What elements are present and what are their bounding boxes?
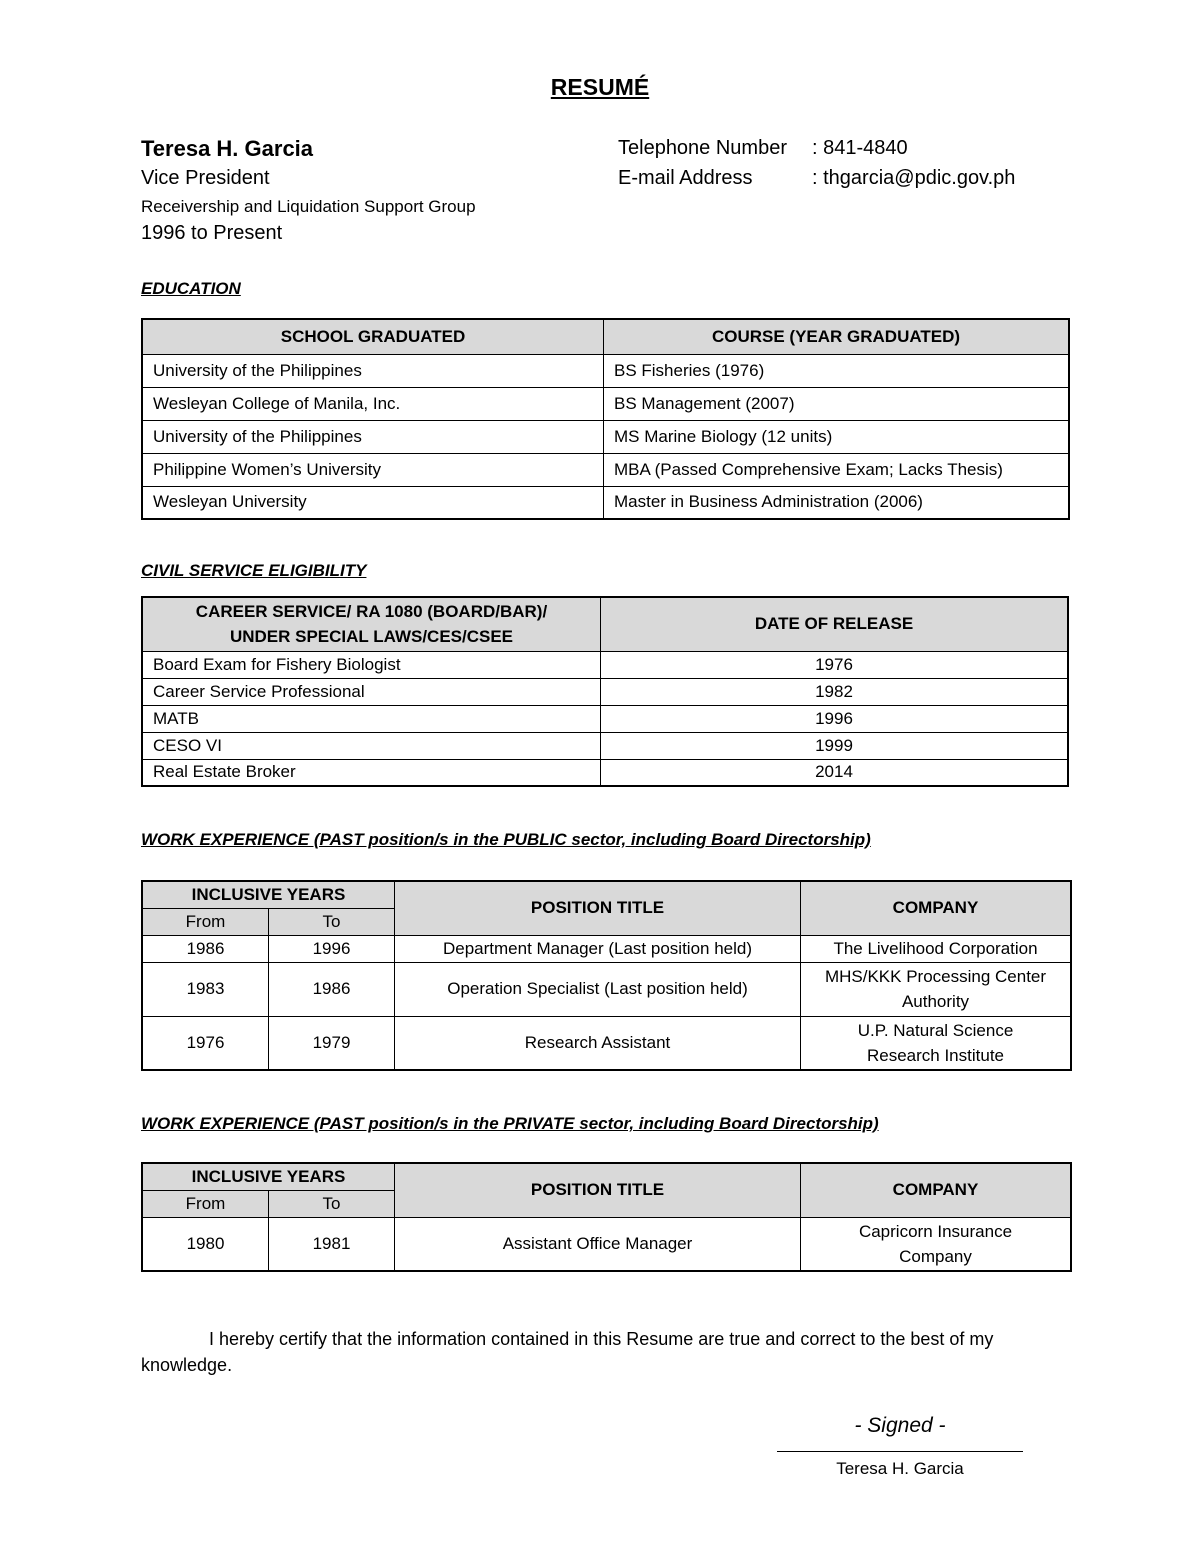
- work-public-header-to: To: [269, 908, 395, 935]
- document-title: RESUMÉ: [550, 74, 650, 100]
- work-company: [801, 1016, 1072, 1070]
- education-school: University of the Philippines: [142, 354, 604, 387]
- signature-line: [777, 1451, 1023, 1452]
- education-school: Wesleyan University: [142, 486, 604, 519]
- table-row: [142, 387, 1069, 420]
- company-line2: Authority: [901, 992, 970, 1011]
- company-line2: Research Institute: [866, 1045, 1004, 1065]
- career-header-line2: UNDER SPECIAL LAWS/CES/CSEE: [229, 627, 514, 647]
- email-value: : thgarcia@pdic.gov.ph: [812, 167, 1016, 189]
- education-school: Philippine Women’s University: [142, 453, 604, 486]
- work-to: 1981: [269, 1217, 395, 1271]
- career-header-line1: CAREER SERVICE/ RA 1080 (BOARD/BAR)/: [195, 602, 548, 622]
- education-course: MS Marine Biology (12 units): [604, 420, 1070, 453]
- phone-label: Telephone Number: [618, 137, 787, 159]
- table-row: [142, 453, 1069, 486]
- person-period: 1996 to Present: [141, 222, 283, 244]
- table-row: [142, 354, 1069, 387]
- table-row: [142, 678, 1068, 705]
- education-school: University of the Philippines: [142, 420, 604, 453]
- person-name: Teresa H. Garcia: [141, 136, 314, 161]
- eligibility-name: Real Estate Broker: [142, 759, 601, 786]
- table-row: [142, 705, 1068, 732]
- civil-service-header-date: DATE OF RELEASE: [601, 597, 1069, 651]
- work-public-heading: WORK EXPERIENCE (PAST position/s in the PUBLIC sector, including Board Directorship): [141, 830, 871, 849]
- table-row: [142, 486, 1069, 519]
- person-position: Vice President: [141, 167, 270, 189]
- eligibility-name: Career Service Professional: [142, 678, 601, 705]
- table-row: [142, 651, 1068, 678]
- work-position: Department Manager (Last position held): [395, 935, 801, 962]
- education-header-school: SCHOOL GRADUATED: [142, 319, 604, 354]
- work-position: Operation Specialist (Last position held): [395, 962, 801, 1016]
- education-course: Master in Business Administration (2006): [604, 486, 1070, 519]
- education-header-course: COURSE (YEAR GRADUATED): [604, 319, 1070, 354]
- work-position: Assistant Office Manager: [395, 1217, 801, 1271]
- table-row: [142, 1016, 1071, 1070]
- education-course: BS Fisheries (1976): [604, 354, 1070, 387]
- work-from: 1983: [142, 962, 269, 1016]
- work-public-header-from: From: [142, 908, 269, 935]
- work-private-header-to: To: [269, 1190, 395, 1217]
- work-public-table: [141, 880, 1072, 1071]
- work-private-table: [141, 1162, 1072, 1272]
- work-private-header-company: COMPANY: [801, 1163, 1072, 1217]
- eligibility-date: 2014: [601, 759, 1069, 786]
- work-company: [801, 962, 1072, 1016]
- table-row: [142, 1217, 1071, 1271]
- phone-value: : 841-4840: [812, 137, 908, 159]
- work-public-header-years: INCLUSIVE YEARS: [142, 881, 395, 908]
- work-position: Research Assistant: [395, 1016, 801, 1070]
- eligibility-date: 1976: [601, 651, 1069, 678]
- work-private-heading: WORK EXPERIENCE (PAST position/s in the PRIVATE sector, including Board Directorship): [141, 1114, 879, 1133]
- work-company: [801, 935, 1072, 962]
- certification-statement: [141, 1326, 1066, 1378]
- work-public-header-company: COMPANY: [801, 881, 1072, 935]
- civil-service-table: [141, 596, 1069, 787]
- work-private-header-years: INCLUSIVE YEARS: [142, 1163, 395, 1190]
- work-from: 1986: [142, 935, 269, 962]
- work-to: 1996: [269, 935, 395, 962]
- work-private-header-from: From: [142, 1190, 269, 1217]
- table-row: [142, 759, 1068, 786]
- education-course: BS Management (2007): [604, 387, 1070, 420]
- company-line1: MHS/KKK Processing Center: [824, 967, 1047, 986]
- work-to: 1986: [269, 962, 395, 1016]
- work-to: 1979: [269, 1016, 395, 1070]
- signed-mark: - Signed -: [854, 1414, 946, 1437]
- table-row: [142, 420, 1069, 453]
- education-school: Wesleyan College of Manila, Inc.: [142, 387, 604, 420]
- table-row: [142, 962, 1071, 1016]
- work-company: [801, 1217, 1072, 1271]
- eligibility-name: CESO VI: [142, 732, 601, 759]
- signatory-name: Teresa H. Garcia: [836, 1459, 964, 1478]
- table-row: [142, 935, 1071, 962]
- work-from: 1980: [142, 1217, 269, 1271]
- work-public-header-position: POSITION TITLE: [395, 881, 801, 935]
- company-line1: U.P. Natural Science: [857, 1020, 1014, 1040]
- eligibility-date: 1999: [601, 732, 1069, 759]
- eligibility-name: Board Exam for Fishery Biologist: [142, 651, 601, 678]
- email-label: E-mail Address: [618, 167, 753, 189]
- eligibility-date: 1982: [601, 678, 1069, 705]
- eligibility-date: 1996: [601, 705, 1069, 732]
- table-row: [142, 732, 1068, 759]
- work-private-header-position: POSITION TITLE: [395, 1163, 801, 1217]
- company-line1: The Livelihood Corporation: [833, 938, 1038, 958]
- education-table: [141, 318, 1070, 520]
- education-course: MBA (Passed Comprehensive Exam; Lacks Thesis): [604, 453, 1070, 486]
- civil-service-heading: CIVIL SERVICE ELIGIBILITY: [141, 561, 367, 580]
- education-heading: EDUCATION: [141, 279, 241, 298]
- person-group: Receivership and Liquidation Support Group: [141, 197, 476, 216]
- company-line1: Capricorn Insurance: [858, 1221, 1013, 1241]
- civil-service-header-career: [142, 597, 601, 651]
- eligibility-name: MATB: [142, 705, 601, 732]
- work-from: 1976: [142, 1016, 269, 1070]
- certification-text: I hereby certify that the information contained in this Resume are true and correct to the best of my knowledge.: [141, 1329, 994, 1375]
- company-line2: Company: [899, 1246, 972, 1266]
